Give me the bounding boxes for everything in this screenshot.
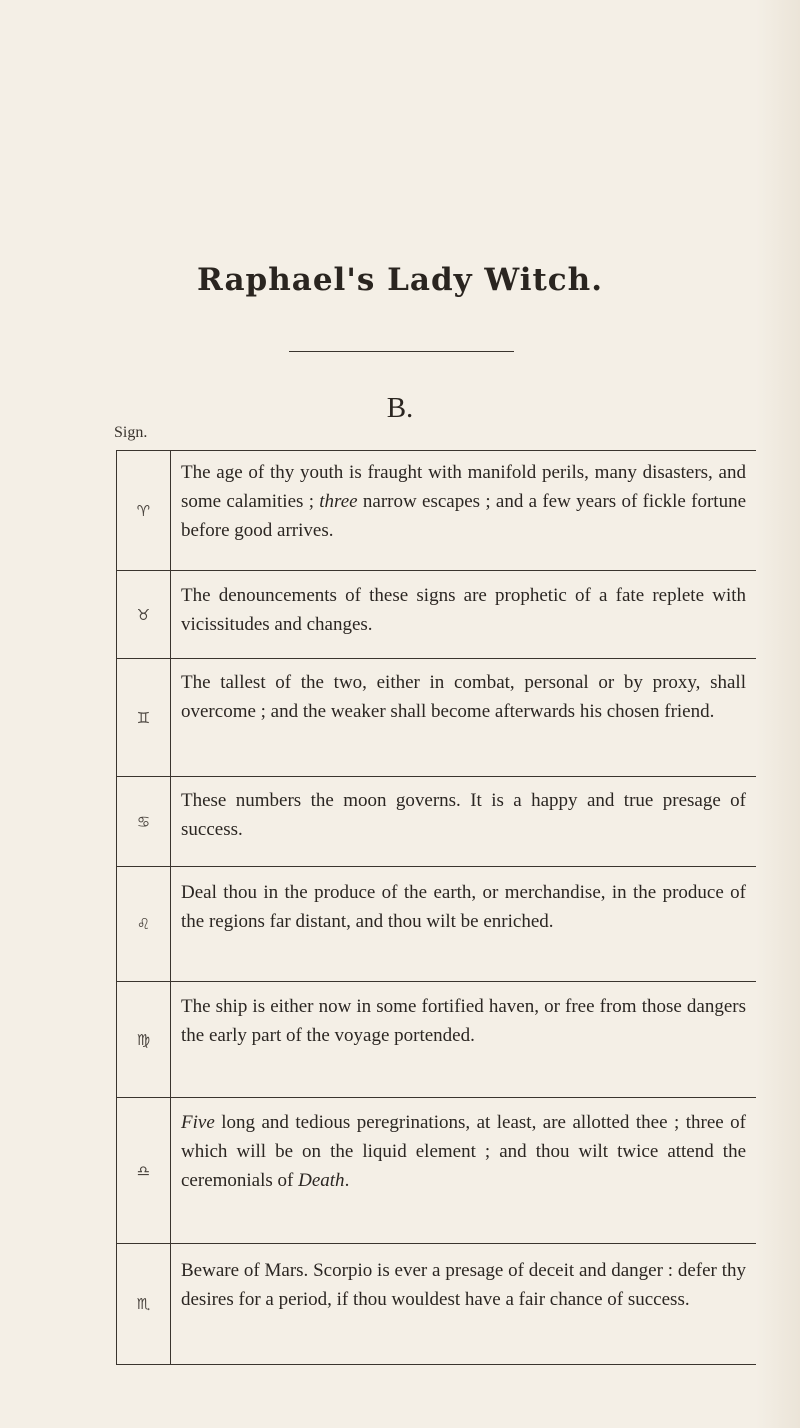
sign-column-label: Sign. — [114, 424, 148, 441]
table-row — [117, 451, 758, 571]
answer-text: Beware of Mars. Scorpio is ever a presage of deceit and danger : defer thy desires for a period, if thou wouldest have a fair chance of success. — [181, 1260, 746, 1310]
answer-text-part: long and tedious peregrinations, at least, are allotted thee ; three of which will be on the liquid element ; and thou wilt twice attend the ceremonials of — [181, 1112, 746, 1191]
cancer-sign-icon: ♋ — [117, 777, 171, 866]
answer-text-italic: Five — [181, 1112, 215, 1133]
page-edge-shadow — [756, 0, 800, 1428]
leo-sign-icon: ♌ — [117, 867, 171, 981]
page-title: Raphael's Lady Witch. — [196, 262, 604, 298]
table-row — [117, 867, 758, 982]
section-letter: B. — [386, 392, 414, 424]
table-row — [117, 571, 758, 659]
answer-text-part: narrow escapes ; and a few years of fickle fortune before good arrives. — [181, 491, 746, 541]
answer-text-italic: three — [319, 491, 358, 512]
answer-text: The denouncements of these signs are prophetic of a fate replete with vicissitudes and changes. — [181, 585, 746, 635]
libra-sign-icon: ♎ — [117, 1098, 171, 1243]
scorpio-sign-icon: ♏ — [117, 1244, 171, 1364]
answer-text: Deal thou in the produce of the earth, or merchandise, in the produce of the regions far distant, and thou wilt be enriched. — [181, 882, 746, 932]
virgo-sign-icon: ♍ — [117, 982, 171, 1097]
taurus-sign-icon: ♉ — [117, 571, 171, 658]
answer-text: These numbers the moon governs. It is a happy and true presage of success. — [181, 790, 746, 840]
table-row — [117, 659, 758, 777]
table-row — [117, 982, 758, 1098]
answer-text-part: The age of thy youth is fraught with manifold perils, many disasters, and some calamities ; — [181, 462, 746, 512]
answer-text-italic: Death — [298, 1170, 345, 1191]
answer-text-part: . — [344, 1170, 350, 1191]
oracle-table — [116, 450, 759, 1365]
answer-text: The tallest of the two, either in combat, personal or by proxy, shall overcome ; and the weaker shall become afterwards his chosen friend. — [181, 672, 746, 722]
answer-text — [171, 451, 758, 570]
aries-sign-icon: ♈ — [117, 451, 171, 570]
table-row — [117, 777, 758, 867]
title-rule — [289, 351, 514, 352]
answer-text: The ship is either now in some fortified haven, or free from those dangers the early part of the voyage portended. — [181, 996, 746, 1046]
gemini-sign-icon: ♊ — [117, 659, 171, 776]
table-row — [117, 1098, 758, 1244]
table-row — [117, 1244, 758, 1365]
answer-text — [171, 1098, 758, 1243]
